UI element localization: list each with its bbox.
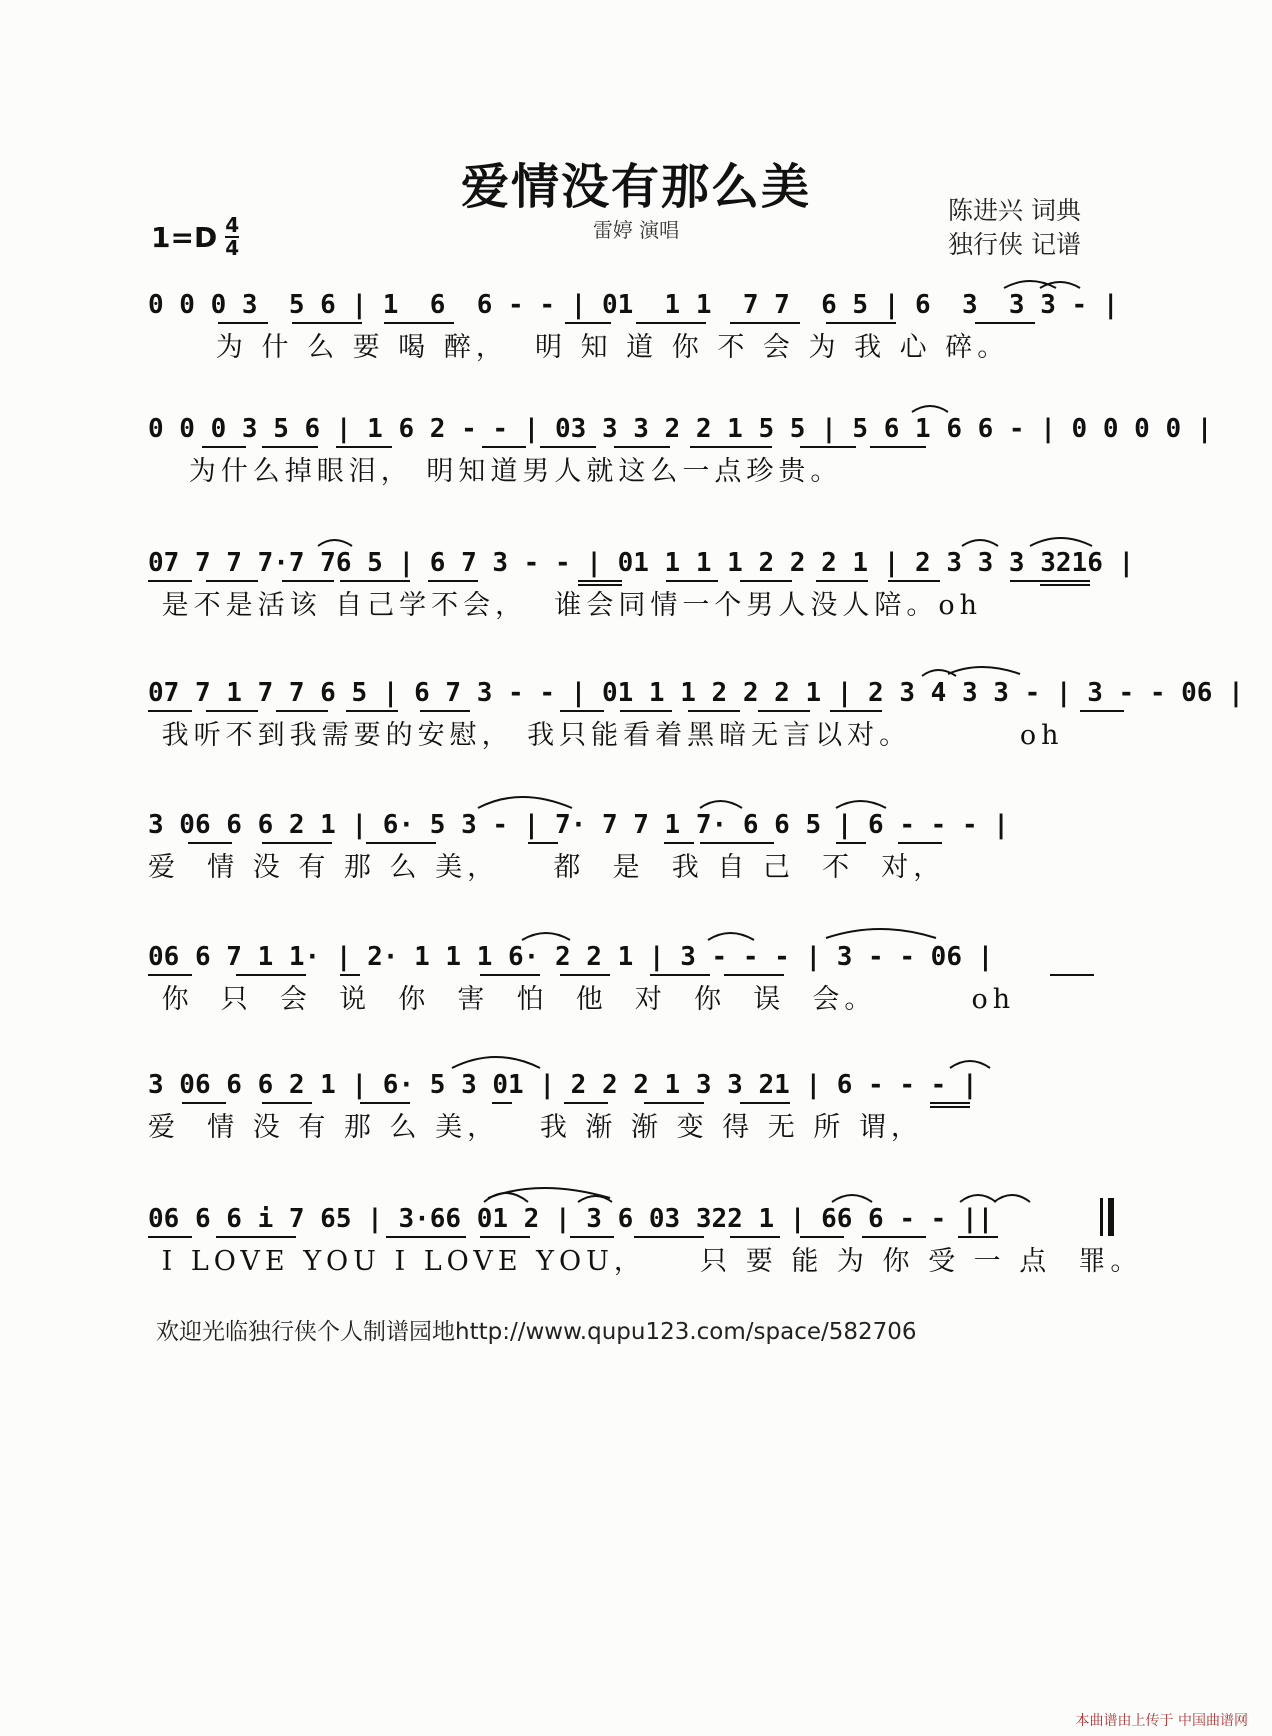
staff-2-lyrics: 为什么掉眼泪， 明知道男人就这么一点珍贵。 [148,456,843,487]
key-signature [151,213,240,260]
footer-text: 欢迎光临独行侠个人制谱园地http://www.qupu123.com/space/582706 [156,1319,917,1345]
key-label: 1=D [151,220,218,254]
time-signature-bottom: 4 [225,236,240,260]
staff-4-lyrics: 我听不到我需要的安慰， 我只能看着黑暗无言以对。 oh [148,720,1064,751]
staff-2-notes: 0 0 0 3 5 6 | 1 6 2 - - | 03 3 3 2 2 1 5 5 | 5 6 1 6 6 - | 0 0 0 0 | [148,414,1213,444]
watermark-text: 本曲谱由上传于 中国曲谱网 [1075,1713,1248,1729]
staff-7-lyrics: 爱 情 没 有 那 么 美， 我 渐 渐 变 得 无 所 谓， [148,1112,923,1143]
time-signature [225,213,240,260]
transcriber-credit: 独行侠 记谱 [948,230,1081,259]
staff-1-lyrics: 为 什 么 要 喝 醉， 明 知 道 你 不 会 为 我 心 碎。 [148,332,1010,363]
singer-credit: 雷婷 演唱 [592,218,680,242]
time-signature-top: 4 [225,213,240,237]
staff-4-notes: 07 7 1 7 7 6 5 | 6 7 3 - - | 01 1 1 2 2 2 1 | 2 3 4 3 3 - | 3 - - 06 | [148,678,1244,708]
staff-5-notes: 3 06 6 6 2 1 | 6· 5 3 - | 7· 7 7 1 7· 6 6 5 | 6 - - - | [148,810,1009,840]
staff-5-lyrics: 爱 情 没 有 那 么 美， 都 是 我 自 己 不 对， [148,852,946,883]
staff-6-lyrics: 你 只 会 说 你 害 怕 他 对 你 误 会。 oh [148,984,1016,1015]
staff-3-notes: 07 7 7 7·7 76 5 | 6 7 3 - - | 01 1 1 1 2 2 2 1 | 2 3 3 3 3216 | [148,548,1135,578]
credits-block [948,194,1081,262]
staff-8-notes: 06 6 6 i 7 65 | 3·66 01 2 | 3 6 03 322 1 | 66 6 - - || [148,1204,994,1234]
staff-6-notes: 06 6 7 1 1· | 2· 1 1 1 6· 2 2 1 | 3 - - - | 3 - - 06 | [148,942,994,972]
staff-1-notes: 0 0 0 3 5 6 | 1 6 6 - - | 01 1 1 7 7 6 5 | 6 3 3 3 - | [148,290,1119,320]
staff-8-lyrics: I LOVE YOU I LOVE YOU， 只 要 能 为 你 受 一 点 罪。 [148,1246,1143,1277]
lyricist-credit: 陈进兴 词典 [948,196,1081,225]
staff-7-notes: 3 06 6 6 2 1 | 6· 5 3 01 | 2 2 2 1 3 3 21 | 6 - - - | [148,1070,978,1100]
song-title: 爱情没有那么美 [460,159,811,215]
staff-3-lyrics: 是不是活该 自己学不会， 谁会同情一个男人没人陪。oh [148,590,982,621]
